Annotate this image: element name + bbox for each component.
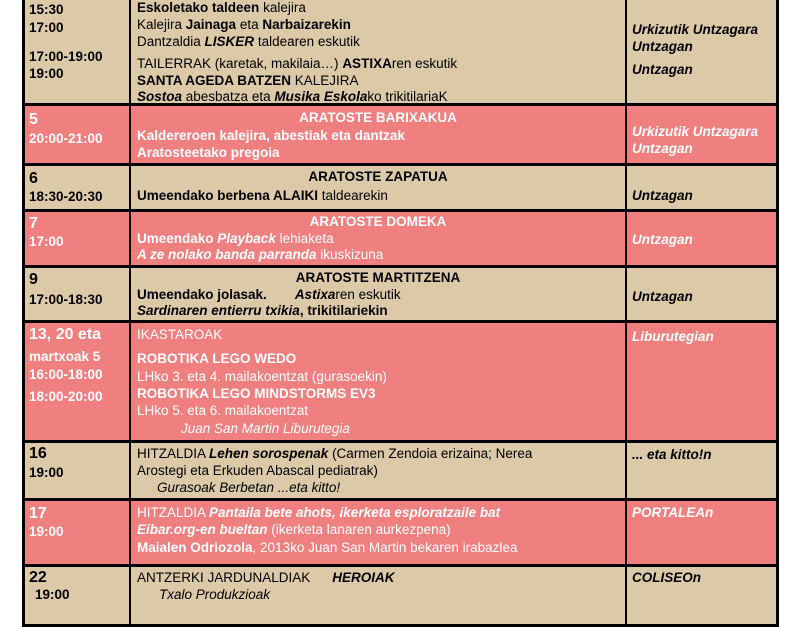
event-line: Eibar.org-en bueltan (ikerketa lanaren aurkezpena) <box>137 522 451 537</box>
time-text: 16:00-18:00 <box>29 367 103 382</box>
event-cell <box>131 268 627 320</box>
place-text: Liburutegian <box>632 329 714 344</box>
event-cell <box>131 166 627 209</box>
event-line: LHko 5. eta 6. mailakoentzat <box>137 403 309 418</box>
place-cell <box>627 212 776 265</box>
date-number: 9 <box>29 271 38 288</box>
date-cell <box>25 323 131 440</box>
event-row-ikastaroak <box>22 323 779 443</box>
event-row-aratoste-eguena <box>22 0 779 106</box>
event-line: A ze nolako banda parranda ikuskizuna <box>137 247 384 262</box>
event-line: ROBOTIKA LEGO WEDO <box>137 351 297 366</box>
event-line: Gurasoak Berbetan ...eta kitto! <box>157 480 341 495</box>
date-number: 5 <box>29 111 38 128</box>
date-cell <box>25 166 131 209</box>
date-cell <box>25 443 131 498</box>
day-title: ARATOSTE BARIXAKUA <box>299 110 457 125</box>
time-text: 15:30 <box>29 2 64 17</box>
event-line: HITZALDIA Pantaila bete ahots, ikerketa esploratzaile bat <box>137 505 501 520</box>
event-row-aratoste-domeka <box>22 212 779 268</box>
event-line: IKASTAROAK <box>137 327 223 342</box>
event-row-lehen-sorospenak <box>22 443 779 501</box>
event-line: Umeendako Playback lehiaketa <box>137 231 334 246</box>
place-cell <box>627 0 776 103</box>
event-line: Aratosteetako pregoia <box>137 145 280 160</box>
event-line: Eskoletako taldeen kalejira <box>137 0 306 15</box>
date-cell <box>25 501 131 564</box>
place-cell <box>627 166 776 209</box>
event-line: Kaldereroen kalejira, abestiak eta dantzak <box>137 128 405 143</box>
day-title: ARATOSTE MARTITZENA <box>295 270 461 285</box>
event-line: SANTA AGEDA BATZEN KALEJIRA <box>137 73 359 88</box>
event-line: TAILERRAK (karetak, makilaia…) ASTIXAren eskutik <box>137 56 458 71</box>
place-text: ... eta kitto!n <box>632 447 712 462</box>
date-cell <box>25 0 131 103</box>
date-cell <box>25 567 131 624</box>
event-line: Txalo Produkzioak <box>159 587 271 602</box>
event-line: ROBOTIKA LEGO MINDSTORMS EV3 <box>137 386 376 401</box>
event-row-aratoste-zapatua <box>22 166 779 212</box>
place-text: Untzagan <box>632 289 693 304</box>
event-cell <box>131 323 627 440</box>
time-text: 19:00 <box>29 524 64 539</box>
event-row-aratoste-barixakua <box>22 106 779 166</box>
event-line: Arostegi eta Erkuden Abascal pediatrak) <box>137 463 378 478</box>
event-row-aratoste-martitzena <box>22 268 779 323</box>
time-text: 19:00 <box>29 66 64 81</box>
place-text: Untzagan <box>632 141 693 156</box>
place-text: Untzagan <box>632 232 693 247</box>
event-cell <box>131 501 627 564</box>
event-line: Juan San Martin Liburutegia <box>181 421 350 436</box>
place-cell <box>627 443 776 498</box>
place-cell <box>627 567 776 624</box>
time-text: 19:00 <box>35 587 70 602</box>
place-cell <box>627 106 776 163</box>
event-line: Umeendako berbena ALAIKI taldearekin <box>137 188 388 203</box>
place-text: COLISEOn <box>632 570 702 585</box>
date-number: 22 <box>29 569 47 586</box>
event-cell <box>131 212 627 265</box>
place-text: PORTALEAn <box>632 505 714 520</box>
time-text: 17:00-19:00 <box>29 49 103 64</box>
event-row-pantaila-bete-ahots <box>22 501 779 567</box>
event-line: Umeendako jolasak. Astixaren eskutik <box>137 287 401 302</box>
time-text: 17:00 <box>29 20 64 35</box>
event-cell <box>131 443 627 498</box>
event-cell <box>131 0 627 103</box>
place-text: Untzagan <box>632 62 693 77</box>
event-line: LHko 3. eta 4. mailakoentzat (gurasoekin) <box>137 369 387 384</box>
time-text: 19:00 <box>29 465 64 480</box>
event-line: Sostoa abesbatza eta Musika Eskolako trikitilariaK <box>137 89 448 104</box>
place-cell <box>627 268 776 320</box>
event-line: Kalejira Jainaga eta Narbaizarekin <box>137 17 351 32</box>
place-cell <box>627 323 776 440</box>
date-number: 16 <box>29 445 47 462</box>
time-text: 17:00-18:30 <box>29 292 103 307</box>
place-text: Urkizutik Untzagara <box>632 124 759 139</box>
event-line: Dantzaldia LISKER taldearen eskutik <box>137 34 360 49</box>
date-number: 6 <box>29 170 38 187</box>
event-cell <box>131 106 627 163</box>
day-title: ARATOSTE ZAPATUA <box>308 169 448 184</box>
date-number: 7 <box>29 215 38 232</box>
date-number: 17 <box>29 505 47 522</box>
event-row-antzerki-jardunaldiak <box>22 567 779 627</box>
events-table <box>22 0 779 600</box>
place-text: Untzagan <box>632 188 693 203</box>
event-cell <box>131 567 627 624</box>
event-line: HITZALDIA Lehen sorospenak (Carmen Zendoia erizaina; Nerea <box>137 446 533 461</box>
time-text: 20:00-21:00 <box>29 131 103 146</box>
date-number: 13, 20 eta <box>29 326 102 343</box>
date-text: martxoak 5 <box>29 349 101 364</box>
date-cell <box>25 268 131 320</box>
place-text: Untzagan <box>632 39 693 54</box>
event-line: ANTZERKI JARDUNALDIAK HEROIAK <box>137 570 395 585</box>
day-title: ARATOSTE DOMEKA <box>309 214 447 229</box>
date-cell <box>25 106 131 163</box>
date-cell <box>25 212 131 265</box>
place-cell <box>627 501 776 564</box>
time-text: 18:00-20:00 <box>29 389 103 404</box>
event-line: Sardinaren entierru txikia, trikitilariekin <box>137 303 388 318</box>
place-text: Urkizutik Untzagara <box>632 22 759 37</box>
event-line: Maialen Odriozola, 2013ko Juan San Martin bekaren irabazlea <box>137 540 518 555</box>
time-text: 18:30-20:30 <box>29 189 103 204</box>
time-text: 17:00 <box>29 234 64 249</box>
